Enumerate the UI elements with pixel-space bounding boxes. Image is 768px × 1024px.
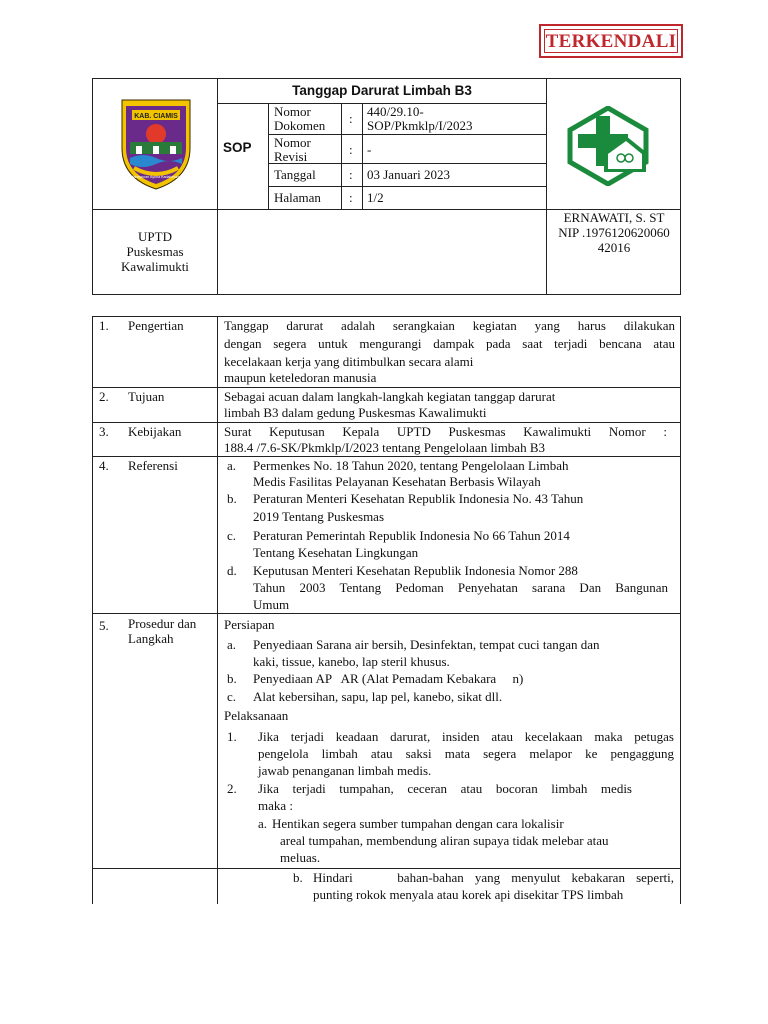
section-2-line: limbah B3 dalam gedung Puskesmas Kawalimukti (224, 405, 487, 420)
nomor-revisi-label-1: Nomor (274, 135, 311, 150)
referensi-line: Peraturan Pemerintah Republik Indonesia No 66 Tahun 2014 (253, 528, 570, 543)
sub-step-line: areal tumpahan, membendung aliran supaya tidak melebar atau (280, 833, 609, 848)
sub-step-marker: a. (258, 816, 268, 831)
org-line-3: Kawalimukti (121, 259, 189, 274)
section-5-title: Prosedur dan (128, 616, 197, 631)
halaman-colon: : (349, 190, 353, 205)
pelaksanaan-marker: 2. (227, 781, 237, 796)
nomor-dokumen-value-1: 440/29.10- (367, 104, 424, 119)
referensi-marker: a. (227, 458, 237, 473)
pelaksanaan-line: pengelola limbah atau saksi mata segera melapor ke pengaggung (258, 746, 674, 761)
nomor-revisi-value: - (367, 142, 372, 157)
referensi-line: Peraturan Menteri Kesehatan Republik Indonesia No. 43 Tahun (253, 491, 584, 506)
crest-title-text: KAB. CIAMIS (134, 113, 178, 120)
section-5-title: Langkah (128, 631, 174, 646)
kabupaten-ciamis-crest (116, 96, 196, 192)
persiapan-marker: c. (227, 689, 237, 704)
sub-step-line: punting rokok menyala atau korek api disekitar TPS limbah (313, 887, 624, 902)
stamp-text: TERKENDALI (545, 31, 677, 52)
referensi-line: 2019 Tentang Puskesmas (253, 509, 385, 524)
referensi-line: Medis Fasilitas Pelayanan Kesehatan Berbasis Wilayah (253, 474, 541, 489)
sub-step-marker: b. (293, 870, 303, 885)
persiapan-marker: a. (227, 637, 237, 652)
nomor-dokumen-value-2: SOP/Pkmklp/I/2023 (367, 118, 473, 133)
halaman-label: Halaman (274, 190, 321, 205)
nomor-dokumen-label-1: Nomor (274, 104, 311, 119)
referensi-marker: d. (227, 563, 237, 578)
tanggal-colon: : (349, 167, 353, 182)
signer-name: ERNAWATI, S. ST (563, 210, 665, 225)
persiapan-line: kaki, tissue, kanebo, lap steril khusus. (253, 654, 450, 669)
section-1-line: Tanggap darurat adalah serangkaian kegiatan yang harus dilakukan (224, 318, 675, 333)
org-line-1: UPTD (138, 229, 172, 244)
halaman-value: 1/2 (367, 190, 384, 205)
crest-motto-text: Mahayunan Ayuna Kadaluhuran (130, 175, 182, 179)
referensi-line: Tentang Kesehatan Lingkungan (253, 545, 419, 560)
section-3-line: Surat Keputusan Kepala UPTD Puskesmas Kawalimukti Nomor : (224, 424, 667, 439)
section-3-number: 3. (99, 424, 109, 439)
persiapan-line: Penyediaan AP AR (Alat Pemadam Kebakara n) (253, 671, 524, 686)
section-1-number: 1. (99, 318, 109, 333)
document-title: Tanggap Darurat Limbah B3 (292, 83, 472, 98)
referensi-marker: c. (227, 528, 237, 543)
section-2-number: 2. (99, 389, 109, 404)
section-1-line: kecelakaan kerja yang ditimbulkan secara alami (224, 354, 474, 369)
referensi-line: Tahun 2003 Tentang Pedoman Penyehatan sarana Dan Bangunan (253, 580, 668, 595)
section-2-title: Tujuan (128, 389, 165, 404)
section-1-line: dengan segera untuk mengurangi dampak pada saat terjadi bencana atau (224, 336, 675, 351)
referensi-line: Permenkes No. 18 Tahun 2020, tentang Pengelolaan Limbah (253, 458, 569, 473)
org-line-2: Puskesmas (126, 244, 184, 259)
referensi-line: Umum (253, 597, 290, 612)
section-2-line: Sebagai acuan dalam langkah-langkah kegiatan tanggap darurat (224, 389, 556, 404)
referensi-marker: b. (227, 491, 237, 506)
section-5-number: 5. (99, 618, 109, 633)
section-4-number: 4. (99, 458, 109, 473)
persiapan-marker: b. (227, 671, 237, 686)
terkendali-stamp (539, 24, 683, 58)
pelaksanaan-heading: Pelaksanaan (224, 708, 289, 723)
persiapan-line: Alat kebersihan, sapu, lap pel, kanebo, sikat dll. (253, 689, 503, 704)
persiapan-heading: Persiapan (224, 617, 275, 632)
pelaksanaan-line: Jika terjadi keadaan darurat, insiden atau kecelakaan maka petugas (258, 729, 674, 744)
pelaksanaan-line: maka : (258, 798, 294, 813)
section-1-title: Pengertian (128, 318, 184, 333)
section-1-line: maupun keteledoran manusia (224, 370, 377, 385)
nomor-revisi-colon: : (349, 142, 353, 157)
puskesmas-logo (562, 106, 654, 186)
sub-step-line: Hindari bahan-bahan yang menyulut kebakaran seperti, (313, 870, 674, 885)
signer-nip-2: 42016 (597, 240, 631, 255)
pelaksanaan-line: jawab penanganan limbah medis. (258, 763, 432, 778)
section-3-title: Kebijakan (128, 424, 182, 439)
section-4-title: Referensi (128, 458, 178, 473)
nomor-revisi-label-2: Revisi (274, 149, 308, 164)
referensi-line: Keputusan Menteri Kesehatan Republik Indonesia Nomor 288 (253, 563, 578, 578)
tanggal-value: 03 Januari 2023 (367, 167, 451, 182)
persiapan-line: Penyediaan Sarana air bersih, Desinfektan, tempat cuci tangan dan (253, 637, 600, 652)
tanggal-label: Tanggal (274, 167, 316, 182)
signer-nip-1: NIP .1976120620060 (558, 225, 670, 240)
sop-label: SOP (223, 140, 252, 155)
nomor-dokumen-colon: : (349, 111, 353, 126)
sub-step-line: Hentikan segera sumber tumpahan dengan cara lokalisir (272, 816, 564, 831)
pelaksanaan-marker: 1. (227, 729, 237, 744)
pelaksanaan-line: Jika terjadi tumpahan, ceceran atau bocoran limbah medis (258, 781, 632, 796)
nomor-dokumen-label-2: Dokomen (274, 118, 326, 133)
sub-step-line: meluas. (280, 850, 321, 865)
section-3-line: 188.4 /7.6-SK/Pkmklp/I/2023 tentang Pengelolaan limbah B3 (224, 440, 546, 455)
